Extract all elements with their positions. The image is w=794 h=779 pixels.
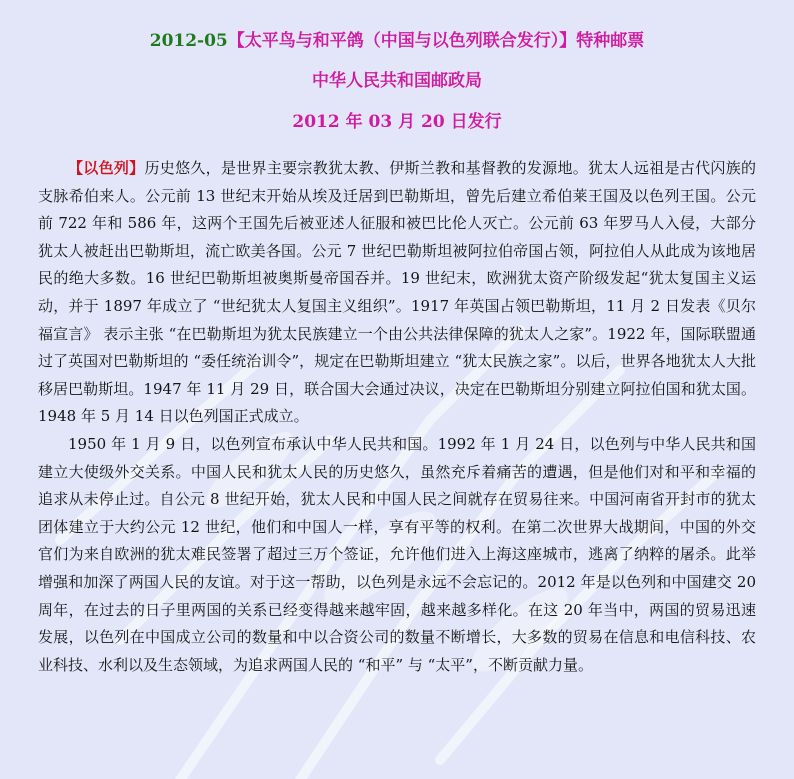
publisher: 中华人民共和国邮政局 — [312, 71, 482, 91]
stamp-kind: 特种邮票 — [576, 31, 645, 51]
paragraph-israel-history — [38, 155, 756, 431]
section-tag: 【以色列】 — [68, 159, 145, 177]
page-title — [38, 0, 756, 51]
paragraph-1-text: 历史悠久，是世界主要宗教犹太教、伊斯兰教和基督教的发源地。犹太人远祖是古代闪族的支脉希伯来人。公元前 13 世纪末开始从埃及迁居到巴勒斯坦，曾先后建立希伯莱王国及以色列王国。公元前 722 年和 586 年，这两个王国先后被亚述人征服和被巴比伦人灭亡。公元前 63 年罗马人入侵，大部分犹太人被赶出巴勒斯坦，流亡欧美各国。公元 7 世纪巴勒斯坦被阿拉伯帝国占领，阿拉伯人从此成为该地居民的绝大多数。16 世纪巴勒斯坦被奥斯曼帝国吞并。19 世纪末，欧洲犹太资产阶级发起“犹太复国主义运动，并于 1897 年成立了 “世纪犹太人复国主义组织”。1917 年英国占领巴勒斯坦，11 月 2 日发表《贝尔福宣言》 表示主张 “在巴勒斯坦为犹太民族建立一个由公共法律保障的犹太人之家”。1922 年，国际联盟通过了英国对巴勒斯坦的 “委任统治训令”，规定在巴勒斯坦建立 “犹太民族之家”。以后，世界各地犹太人大批移居巴勒斯坦。1947 年 11 月 29 日，联合国大会通过决议，决定在巴勒斯坦分别建立阿拉伯国和犹太国。1948 年 5 月 14 日以色列国正式成立。 — [38, 159, 756, 426]
paragraph-china-israel-relations — [38, 431, 756, 679]
article-body — [38, 155, 756, 679]
issue-date: 2012 年 03 月 20 日发行 — [292, 112, 502, 132]
stamp-name: 【太平鸟与和平鸽（中国与以色列联合发行）】 — [227, 31, 577, 51]
paragraph-2-text: 1950 年 1 月 9 日，以色列宣布承认中华人民共和国。1992 年 1 月 24 日，以色列与中华人民共和国建立大使级外交关系。中国人民和犹太人民的历史悠久，虽然充斥着痛苦的遭遇，但是他们对和平和幸福的追求从未停止过。自公元 8 世纪开始，犹太人民和中国人民之间就存在贸易往来。中国河南省开封市的犹太团体建立于大约公元 12 世纪，他们和中国人一样，享有平等的权利。在第二次世界大战期间，中国的外交官们为来自欧洲的犹太难民签署了超过三万个签证，允许他们进入上海这座城市，逃离了纳粹的屠杀。此举增强和加深了两国人民的友谊。对于这一帮助，以色列是永远不会忘记的。2012 年是以色列和中国建交 20 周年，在过去的日子里两国的关系已经变得越来越牢固，越来越多样化。在这 20 年当中，两国的贸易迅速发展，以色列在中国成立公司的数量和中以合资公司的数量不断增长，大多数的贸易在信息和电信科技、农业科技、水利以及生态领域，为追求两国人民的 “和平” 与 “太平”，不断贡献力量。 — [38, 434, 756, 674]
issue-number: 2012-05 — [149, 31, 228, 51]
